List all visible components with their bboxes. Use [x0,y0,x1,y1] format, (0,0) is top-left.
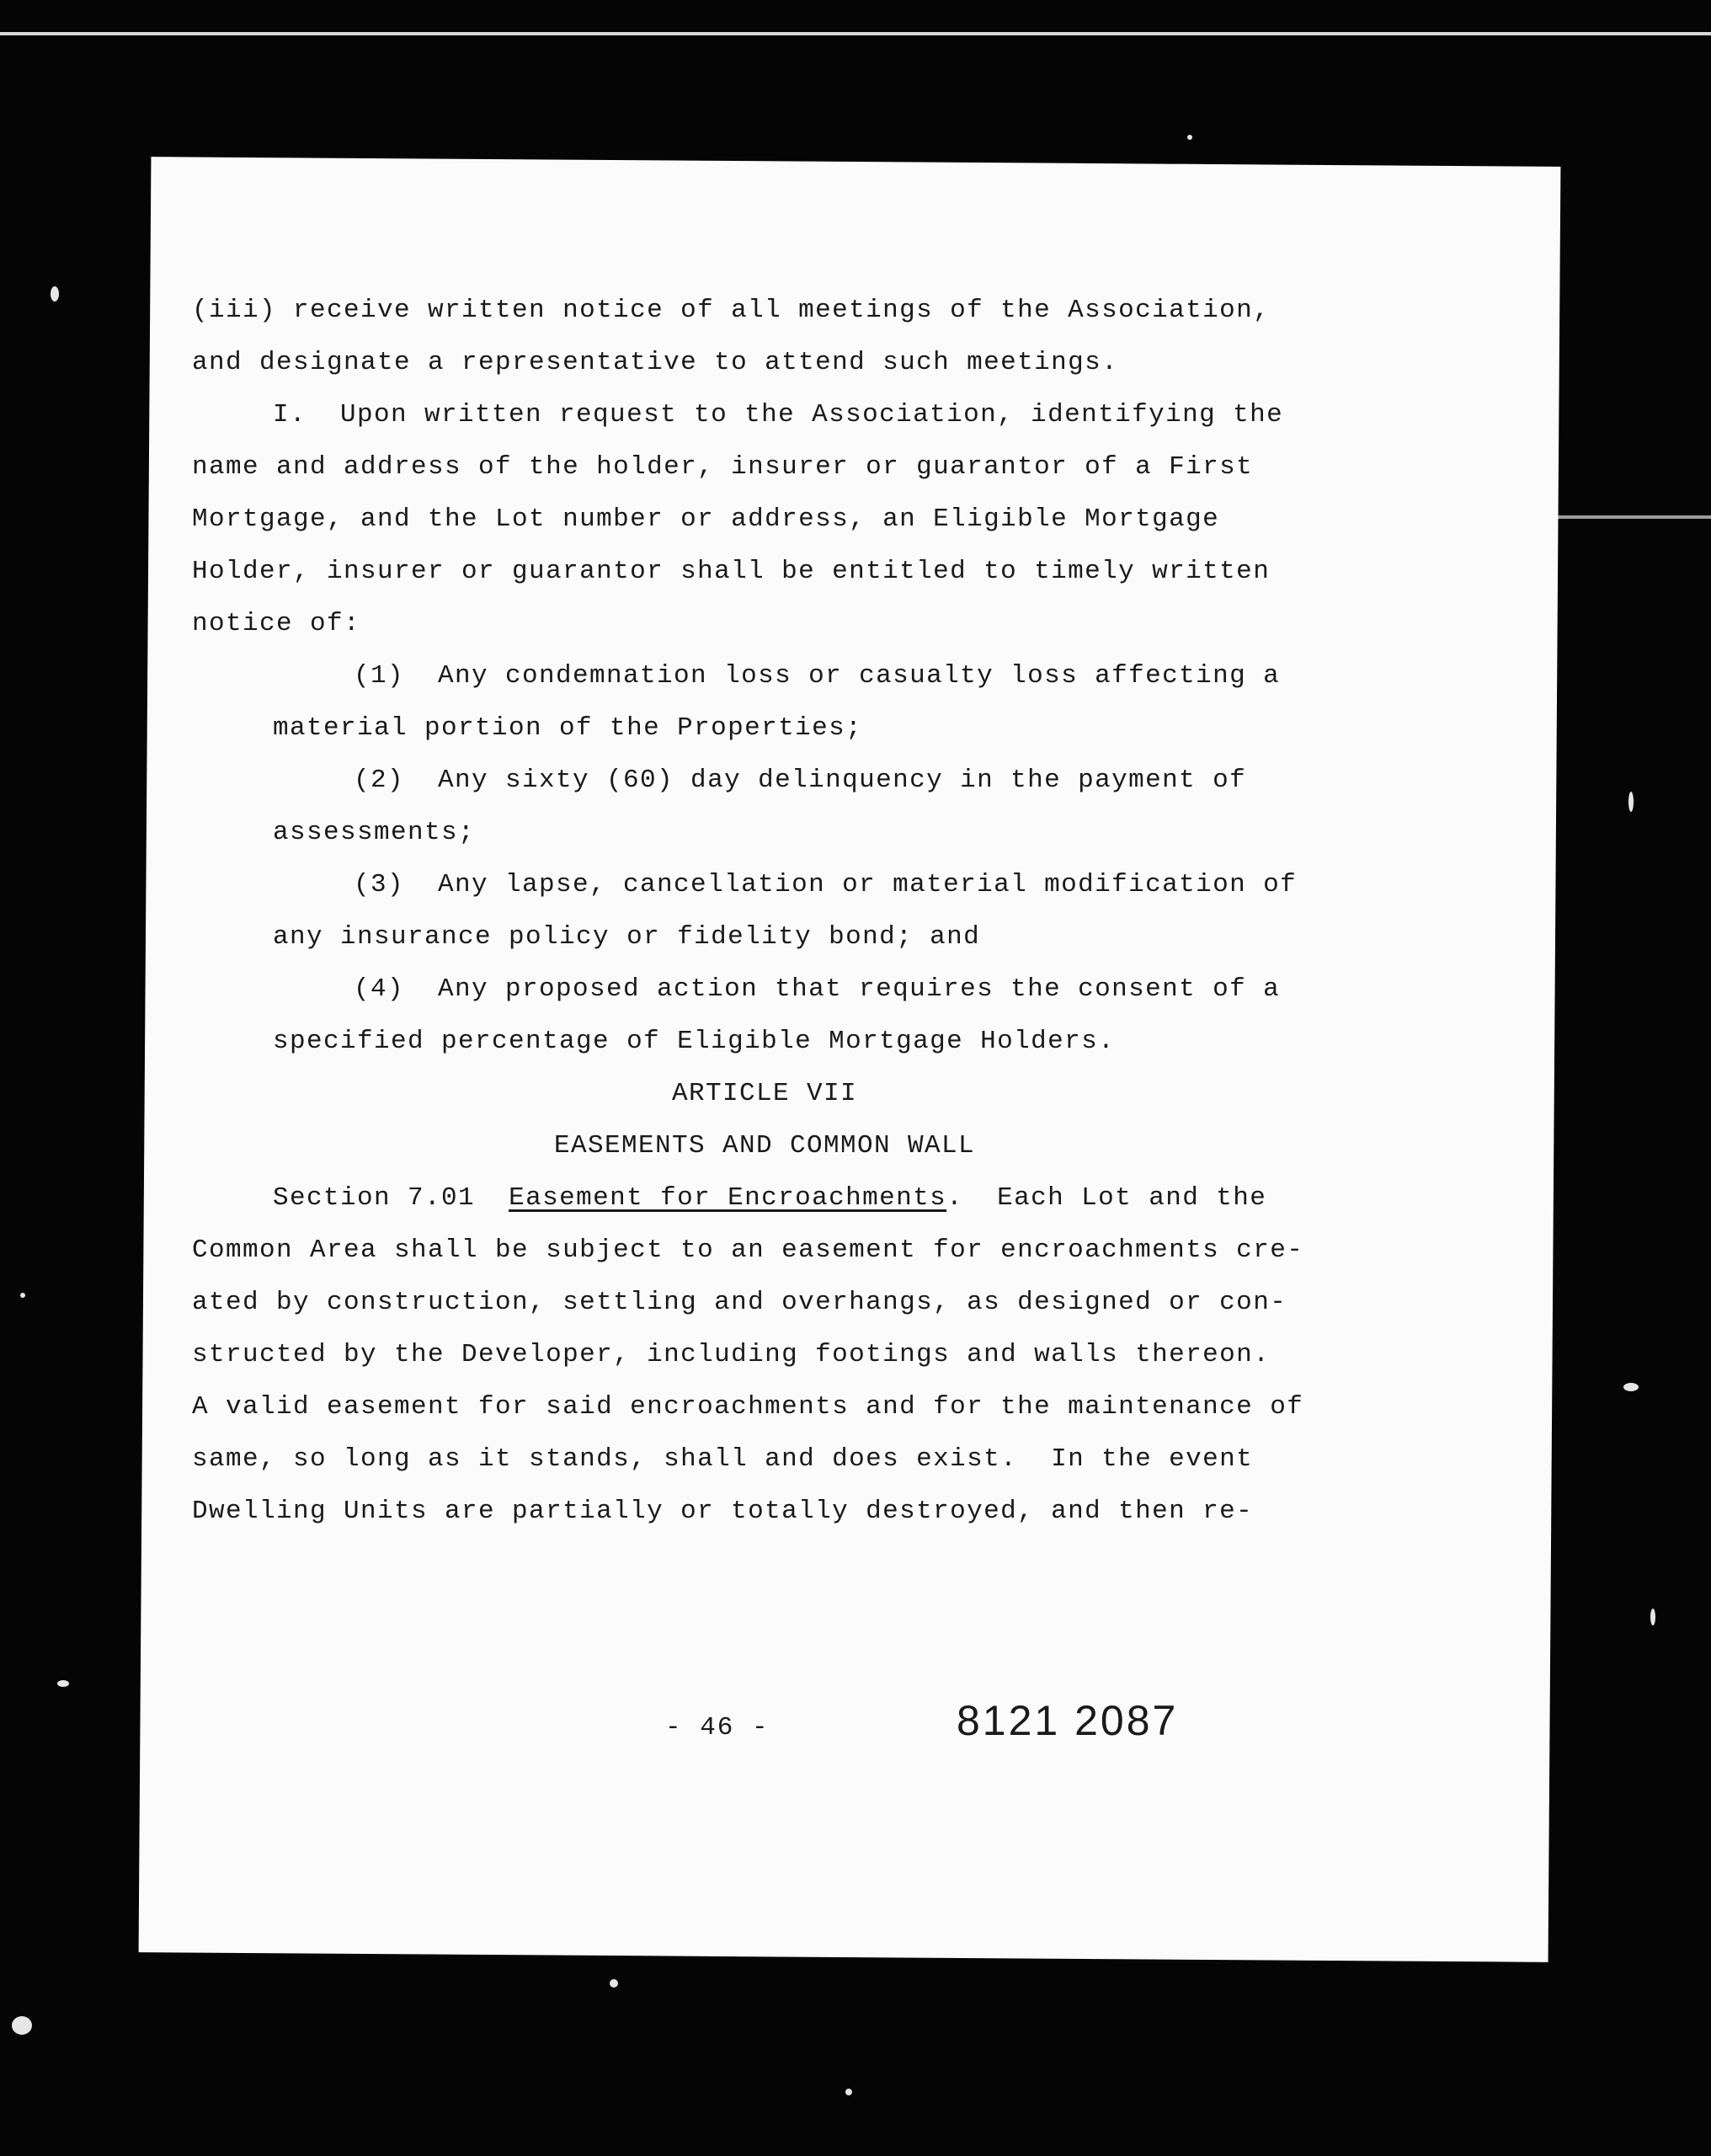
body-line: Holder, insurer or guarantor shall be entitled to timely written [192,557,1271,586]
list-item-1-continued: material portion of the Properties; [273,713,863,743]
page-number: - 46 - [665,1713,770,1742]
scan-speck [12,2016,32,2035]
scan-speck [610,1979,618,1988]
section-7-01-line: structed by the Developer, including footings and walls thereon. [192,1340,1271,1369]
section-7-01-line: Dwelling Units are partially or totally destroyed, and then re- [192,1497,1254,1526]
scan-speck [1187,135,1192,140]
section-label: Section 7.01 [273,1183,476,1213]
scan-side-rule [1549,515,1711,519]
list-item-1: (1) Any condemnation loss or casualty loss affecting a [354,661,1281,691]
section-7-01-line: Common Area shall be subject to an easement for encroachments cre- [192,1235,1304,1265]
section-7-01-first-line [192,1172,1405,1225]
scan-speck [20,1293,25,1298]
document-body [192,285,1405,1538]
scan-speck [1628,792,1634,812]
list-item-2-continued: assessments; [273,818,476,847]
scan-speck [57,1680,69,1687]
body-line: and designate a representative to attend such meetings. [192,348,1119,377]
scan-speck [845,2089,852,2095]
list-item-4: (4) Any proposed action that requires the consent of a [354,974,1281,1004]
body-line: Mortgage, and the Lot number or address, an Eligible Mortgage [192,504,1220,534]
body-line: notice of: [192,609,361,638]
article-heading: ARTICLE VII [671,1079,858,1108]
list-item-4-continued: specified percentage of Eligible Mortgage Holders. [273,1027,1116,1056]
body-line: name and address of the holder, insurer or guarantor of a First [192,452,1254,482]
recording-stamp-number: 8121 2087 [957,1697,1179,1744]
list-item-3: (3) Any lapse, cancellation or material modification of [354,870,1298,899]
scan-speck [1623,1383,1639,1391]
section-lead-text: . Each Lot and the [946,1183,1267,1213]
section-7-01-line: same, so long as it stands, shall and does exist. In the event [192,1444,1254,1474]
list-item-2: (2) Any sixty (60) day delinquency in the payment of [354,766,1247,795]
body-line: (iii) receive written notice of all meetings of the Association, [192,296,1271,325]
paragraph-i-start: I. Upon written request to the Association, identifying the [273,400,1284,430]
list-item-3-continued: any insurance policy or fidelity bond; and [273,922,981,952]
section-7-01-line: A valid easement for said encroachments and for the maintenance of [192,1392,1304,1422]
scan-speck [51,286,59,302]
section-7-01-line: ated by construction, settling and overhangs, as designed or con- [192,1288,1287,1317]
article-title: EASEMENTS AND COMMON WALL [553,1131,976,1161]
scan-top-rule [0,32,1711,35]
scan-speck [1650,1609,1655,1625]
section-heading: Easement for Encroachments [509,1183,947,1213]
